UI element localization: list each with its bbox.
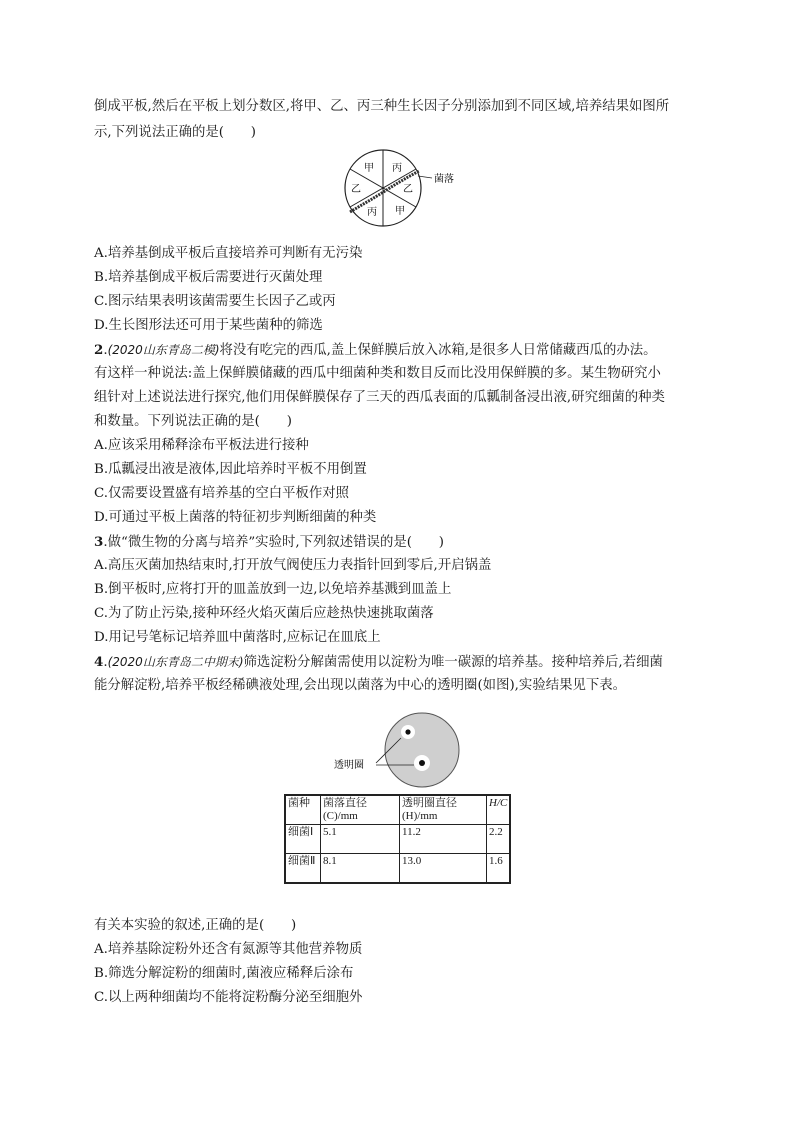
q1-petri-dish-figure	[330, 144, 470, 234]
q2-option-a: A.应该采用稀释涂布平板法进行接种	[94, 438, 309, 453]
table-row	[285, 854, 510, 884]
q2-stem-text: 将没有吃完的西瓜,盖上保鲜膜后放入冰箱,是很多人日常储藏西瓜的办法。	[219, 343, 657, 358]
table-header-row	[285, 795, 510, 825]
table-cell: 8.1	[321, 854, 400, 884]
q4-option-a: A.培养基除淀粉外还含有氮源等其他营养物质	[94, 942, 363, 957]
table-cell: 13.0	[400, 854, 487, 884]
q2-stem-line1: 2.(2020山东青岛二模)将没有吃完的西瓜,盖上保鲜膜后放入冰箱,是很多人日常储藏西瓜的办法。	[94, 342, 657, 358]
q4-stem-text: 筛选淀粉分解菌需使用以淀粉为唯一碳源的培养基。接种培养后,若细菌	[243, 655, 663, 670]
q3-option-a: A.高压灭菌加热结束时,打开放气阀使压力表指针回到零后,开启锅盖	[94, 558, 492, 573]
q2-option-d: D.可通过平板上菌落的特征初步判断细菌的种类	[94, 510, 377, 525]
q4-stem-line1: 4.(2020山东青岛二中期末)筛选淀粉分解菌需使用以淀粉为唯一碳源的培养基。接种培养后,若细菌	[94, 654, 663, 670]
q2-number: 2	[94, 342, 104, 358]
sector-label: 乙	[351, 184, 361, 195]
colony-label: 菌落	[434, 174, 454, 185]
q2-source: (2020山东青岛二模)	[107, 343, 220, 357]
table-cell: 11.2	[400, 825, 487, 854]
petri-plate	[385, 713, 459, 787]
q1-option-d: D.生长图形法还可用于某些菌种的筛选	[94, 318, 323, 333]
table-cell: 细菌Ⅰ	[285, 825, 321, 854]
q2-stem-line4: 和数量。下列说法正确的是( )	[94, 414, 292, 429]
q4-option-b: B.筛选分解淀粉的细菌时,菌液应稀释后涂布	[94, 966, 354, 981]
q3-option-d: D.用记号笔标记培养皿中菌落时,应标记在皿底上	[94, 630, 381, 645]
sector-label: 乙	[403, 184, 413, 195]
q4-question: 有关本实验的叙述,正确的是( )	[94, 918, 297, 933]
sector-label: 丙	[367, 207, 377, 218]
colony-2	[419, 760, 425, 766]
q1-option-b: B.培养基倒成平板后需要进行灭菌处理	[94, 270, 323, 285]
q4-number: 4	[94, 654, 104, 670]
table-header-cell: 透明圈直径(H)/mm	[400, 795, 487, 825]
table-cell: 细菌Ⅱ	[285, 854, 321, 884]
q1-stem-line2: 示,下列说法正确的是( )	[94, 125, 257, 140]
q3-stem-text: .做“微生物的分离与培养”实验时,下列叙述错误的是( )	[103, 535, 444, 550]
q1-option-c: C.图示结果表明该菌需要生长因子乙或丙	[94, 294, 336, 309]
table-header-cell: 菌落直径(C)/mm	[321, 795, 400, 825]
q4-source: (2020山东青岛二中期末)	[107, 655, 244, 669]
table-cell: 2.2	[487, 825, 511, 854]
q2-stem-line3: 组针对上述说法进行探究,他们用保鲜膜保存了三天的西瓜表面的瓜瓤制备浸出液,研究细菌的种类	[94, 390, 665, 405]
sector-label: 丙	[392, 163, 402, 174]
table-cell: 1.6	[487, 854, 511, 884]
q4-option-c: C.以上两种细菌均不能将淀粉酶分泌至细胞外	[94, 990, 363, 1005]
q1-option-a: A.培养基倒成平板后直接培养可判断有无污染	[94, 246, 363, 261]
table-header-cell: 菌种	[285, 795, 321, 825]
table-header-cell: H/C	[487, 795, 511, 825]
table-row	[285, 825, 510, 854]
q4-results-table	[284, 794, 511, 884]
q4-clear-zone-figure	[330, 708, 465, 792]
sector-label: 甲	[364, 163, 374, 174]
q1-stem-line1: 倒成平板,然后在平板上划分数区,将甲、乙、丙三种生长因子分别添加到不同区域,培养结果如图所	[94, 99, 670, 114]
q3-option-b: B.倒平板时,应将打开的皿盖放到一边,以免培养基溅到皿盖上	[94, 582, 452, 597]
sector-label: 甲	[395, 206, 405, 217]
q3-number: 3	[94, 534, 104, 550]
q3-option-c: C.为了防止污染,接种环经火焰灭菌后应趁热快速挑取菌落	[94, 606, 434, 621]
table-cell: 5.1	[321, 825, 400, 854]
q2-stem-line2: 有这样一种说法:盖上保鲜膜储藏的西瓜中细菌种类和数目反而比没用保鲜膜的多。某生物研究小	[94, 366, 661, 381]
clear-zone-label: 透明圈	[334, 760, 364, 771]
colony-1	[405, 729, 410, 734]
q3-stem	[94, 533, 444, 552]
q2-option-c: C.仅需要设置盛有培养基的空白平板作对照	[94, 486, 350, 501]
q2-option-b: B.瓜瓤浸出液是液体,因此培养时平板不用倒置	[94, 462, 367, 477]
q4-stem-line2: 能分解淀粉,培养平板经稀碘液处理,会出现以菌落为中心的透明圈(如图),实验结果见下表。	[94, 678, 627, 693]
